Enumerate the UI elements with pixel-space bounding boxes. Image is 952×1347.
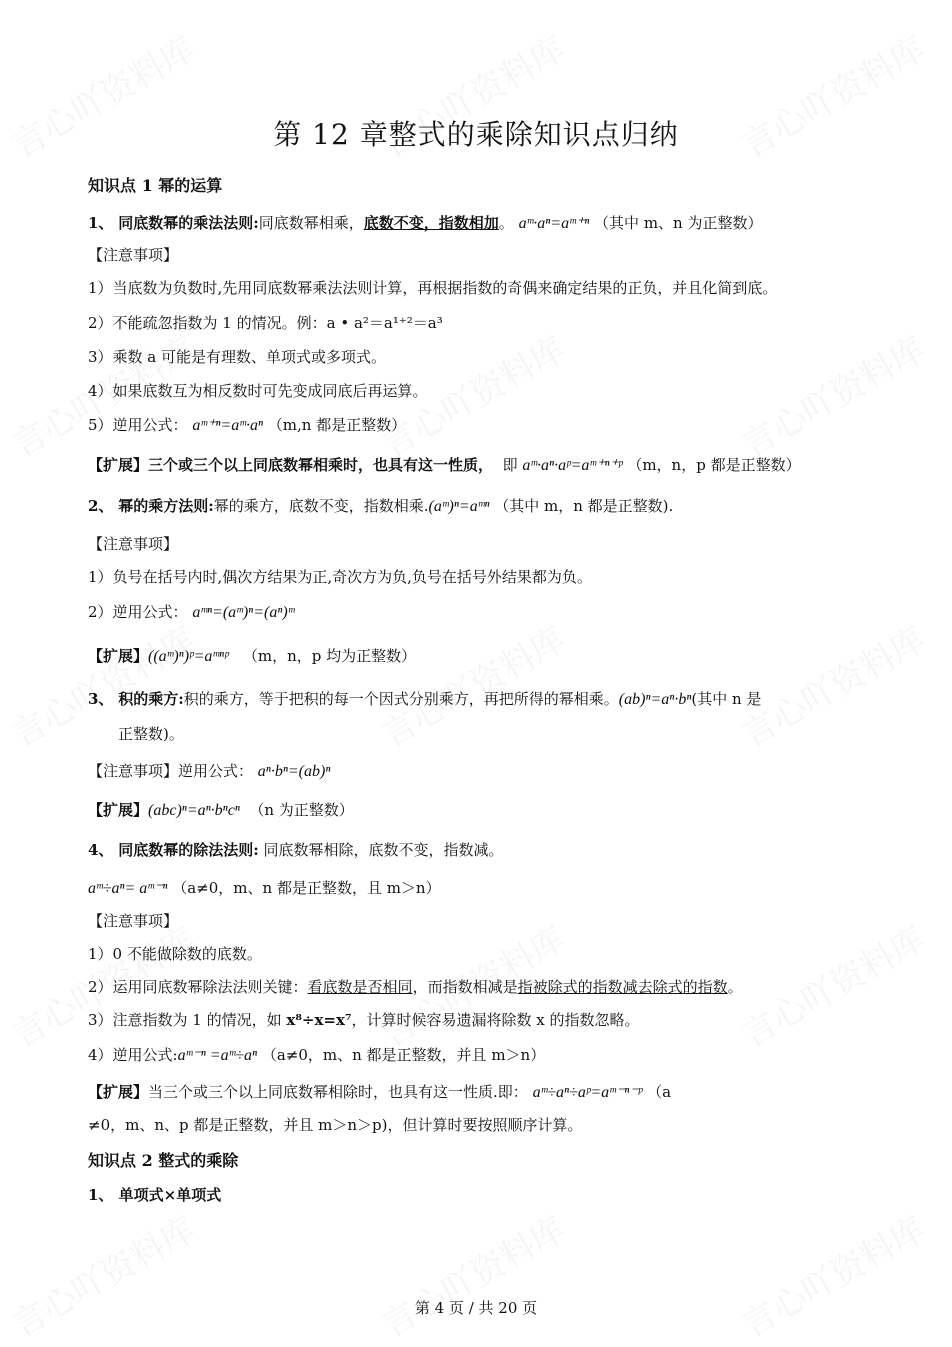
rule-name: 同底数幂的除法法则: <box>118 841 259 859</box>
formula: aᵐ÷aⁿ= aᵐ⁻ⁿ <box>88 880 168 897</box>
rule-name: 积的乘方: <box>118 690 184 708</box>
rule-number: 2、 <box>88 497 114 515</box>
rule-desc: 积的乘方，等于把积的每一个因式分别乘方，再把所得的幂相乘。 <box>183 690 619 708</box>
rule-number: 3、 <box>88 690 114 708</box>
note-text: ，而指数相减是 <box>412 978 518 996</box>
note-item: 1）负号在括号内时,偶次方结果为正,奇次方为负,负号在括号外结果都为负。 <box>88 568 592 586</box>
extension <box>88 454 952 475</box>
rule-desc: 同底数幂相乘， <box>258 214 364 232</box>
rule-name: 同底数幂的乘法法则: <box>118 214 259 232</box>
note-item <box>88 601 952 622</box>
condition: （n 为正整数） <box>249 801 354 819</box>
subsection-heading <box>88 1184 952 1205</box>
note-emphasis: 看底数是否相同 <box>307 978 413 996</box>
formula: aᵐ÷aⁿ÷aᵖ=aᵐ⁻ⁿ⁻ᵖ <box>532 1084 643 1101</box>
note-item <box>88 1044 952 1065</box>
notes-label: 【注意事项】 <box>88 535 179 553</box>
rule-1 <box>88 212 952 233</box>
notes-label: 【注意事项】 <box>88 246 179 264</box>
extension <box>88 799 952 820</box>
watermark <box>1 1202 202 1346</box>
rule-4 <box>88 839 952 860</box>
notes-label: 【注意事项】 <box>88 912 179 930</box>
extension-text: 当三个或三个以上同底数幂相除时，也具有这一性质.即： <box>148 1083 528 1101</box>
section-heading-2: 知识点 2 整式的乘除 <box>88 1151 239 1170</box>
formula: ((aᵐ)ⁿ)ᵖ=aᵐⁿᵖ <box>148 648 229 665</box>
extension-label: 【扩展】 <box>88 647 149 665</box>
condition-continued: 正整数)。 <box>118 725 184 743</box>
rule-number: 1、 <box>88 214 114 232</box>
punct: 。 <box>727 978 743 996</box>
formula: aᵐ·aⁿ·aᵖ=aᵐ⁺ⁿ⁺ᵖ <box>522 457 623 474</box>
note-label: 2）逆用公式： <box>88 603 188 621</box>
note-text: ，计算时候容易遗漏将除数 x 的指数忽略。 <box>351 1011 640 1029</box>
note-item <box>88 976 952 997</box>
note-item: 1）0 不能做除数的底数。 <box>88 945 262 963</box>
rule-2 <box>88 495 952 516</box>
note-emphasis: 指被除式的指数减去除式的指数 <box>517 978 728 996</box>
formula: aᵐ·aⁿ=aᵐ⁺ⁿ <box>518 215 590 232</box>
formula: aᵐ⁻ⁿ =aᵐ÷aⁿ <box>177 1047 258 1064</box>
note-item <box>88 1009 952 1030</box>
condition: （a≠0，m、n 都是正整数，且 m＞n） <box>172 879 441 897</box>
rule-number: 4、 <box>88 841 114 859</box>
condition: （a≠0，m、n 都是正整数，并且 m＞n） <box>261 1046 546 1064</box>
note-label: 4）逆用公式: <box>88 1046 178 1064</box>
note-text: 3）注意指数为 1 的情况，如 <box>88 1011 282 1029</box>
condition: （其中 m，n 都是正整数). <box>494 497 674 515</box>
page-footer: 第 4 页 / 共 20 页 <box>414 1299 538 1317</box>
note-item <box>88 760 952 781</box>
rule-desc: 同底数幂相除，底数不变，指数减。 <box>263 841 504 859</box>
rule-name: 幂的乘方法则: <box>118 497 214 515</box>
formula: (ab)ⁿ=aⁿ·bⁿ <box>618 691 692 708</box>
condition: (其中 n 是 <box>691 690 762 708</box>
page-title: 第 12 章整式的乘除知识点归纳 <box>273 118 679 151</box>
formula: x⁸÷x=x⁷ <box>286 1011 352 1029</box>
watermark <box>731 1202 932 1346</box>
extension <box>88 645 952 666</box>
formula: aᵐ⁺ⁿ=aᵐ·aⁿ <box>192 417 263 434</box>
condition: （m，n，p 都是正整数） <box>627 456 801 474</box>
formula: (abc)ⁿ=aⁿ·bⁿcⁿ <box>148 802 240 819</box>
note-item: 3）乘数 a 可能是有理数、单项式或多项式。 <box>88 348 387 366</box>
formula: (aᵐ)ⁿ=aᵐⁿ <box>428 498 490 515</box>
note-item <box>88 414 952 435</box>
extension-text: 三个或三个以上同底数幂相乘时，也具有这一性质， <box>148 456 494 474</box>
note-item: 2）不能疏忽指数为 1 的情况。例：a • a²＝a¹⁺²＝a³ <box>88 314 443 332</box>
subsection-title: 1、 单项式×单项式 <box>88 1186 222 1204</box>
rule-desc: 幂的乘方，底数不变，指数相乘. <box>213 497 429 515</box>
note-label: 5）逆用公式： <box>88 416 188 434</box>
extension-label: 【扩展】 <box>88 1083 149 1101</box>
formula: aⁿ·bⁿ=(ab)ⁿ <box>257 763 331 780</box>
punct: 。 <box>498 214 514 232</box>
extension <box>88 1081 952 1102</box>
condition: （a <box>647 1083 672 1101</box>
note-text: 2）运用同底数幂除法法则关键： <box>88 978 308 996</box>
watermark <box>371 1202 572 1346</box>
formula-line <box>88 877 952 898</box>
note-item: 4）如果底数互为相反数时可先变成同底后再运算。 <box>88 382 428 400</box>
extension-label: 【扩展】 <box>88 456 149 474</box>
rule-emphasis: 底数不变，指数相加 <box>363 214 499 232</box>
section-heading-1: 知识点 1 幂的运算 <box>88 176 223 195</box>
condition-continued: ≠0，m、n、p 都是正整数，并且 m＞n＞p)，但计算时要按照顺序计算。 <box>88 1116 583 1134</box>
rule-3 <box>88 688 952 709</box>
extension-label: 【扩展】 <box>88 801 149 819</box>
formula: aᵐⁿ=(aᵐ)ⁿ=(aⁿ)ᵐ <box>192 604 295 621</box>
note-label: 【注意事项】逆用公式： <box>88 762 254 780</box>
condition: （m，n，p 均为正整数） <box>242 647 417 665</box>
note-item: 1）当底数为负数时,先用同底数幂乘法法则计算，再根据指数的奇偶来确定结果的正负，并且化简到底。 <box>88 279 778 297</box>
extension-lead: 即 <box>502 456 518 474</box>
condition: （其中 m、n 为正整数） <box>594 214 763 232</box>
condition: （m,n 都是正整数） <box>267 416 407 434</box>
